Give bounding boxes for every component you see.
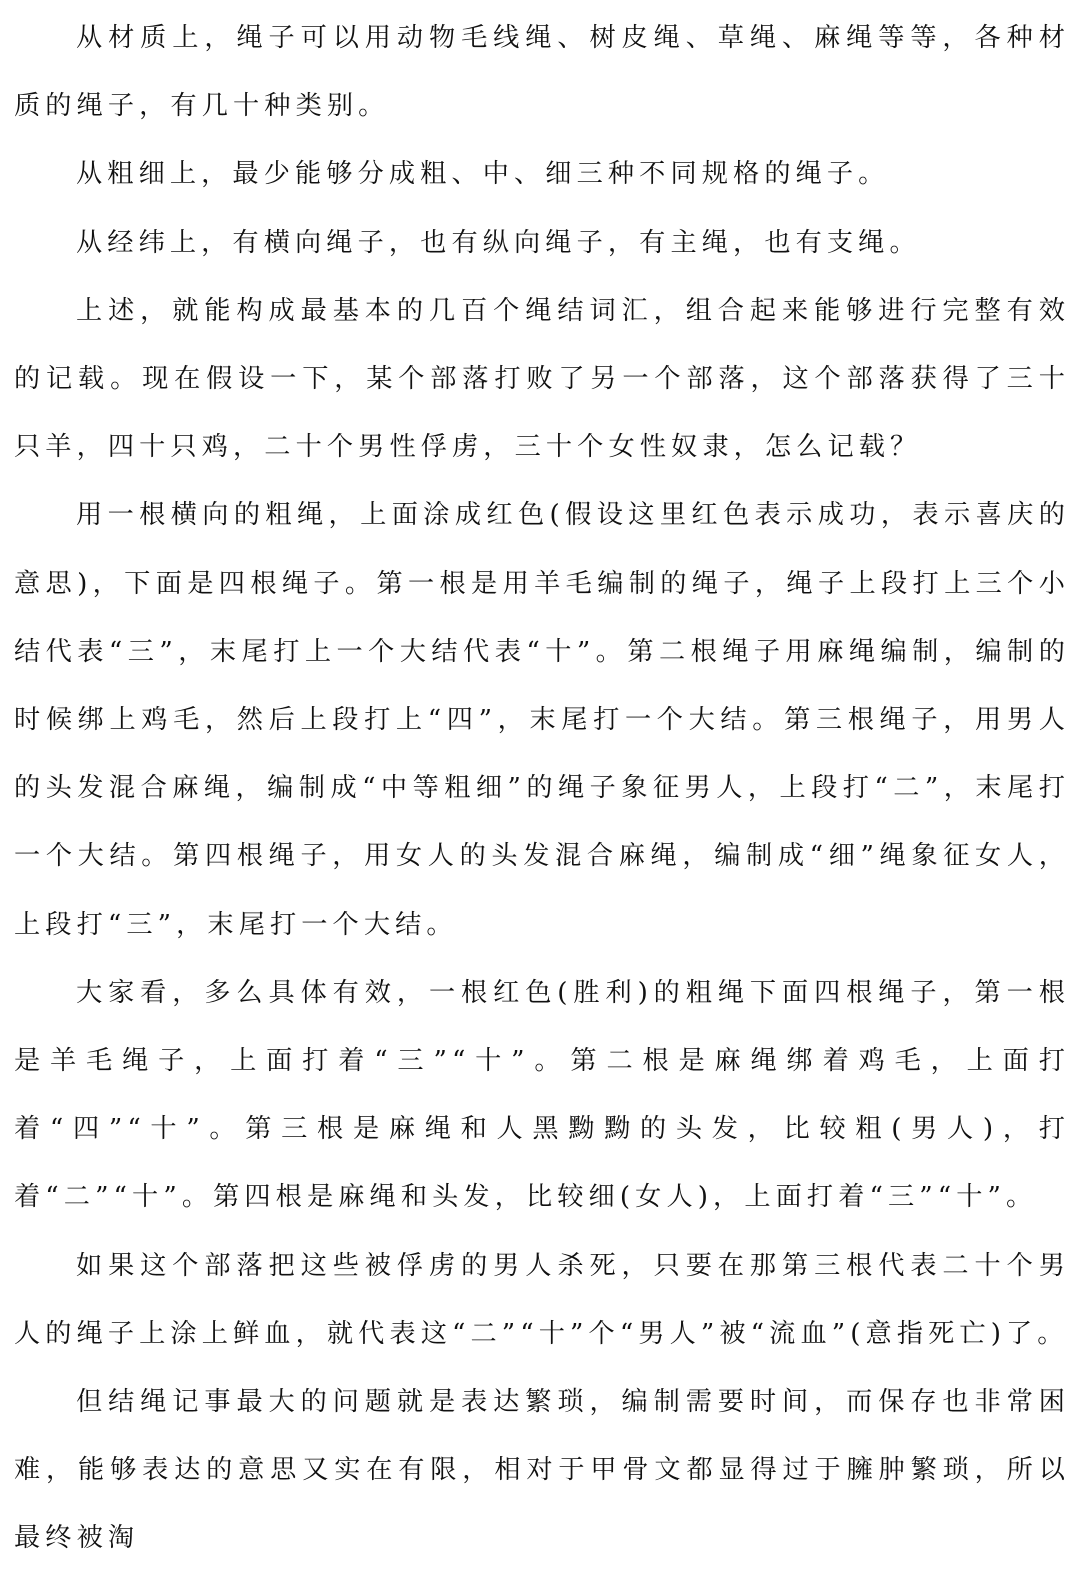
paragraph-bloodshed: 如果这个部落把这些被俘虏的男人杀死，只要在那第三根代表二十个男人的绳子上涂上鲜血，就代表这“二”“十”个“男人”被“流血”(意指死亡)了。 bbox=[14, 1250, 1070, 1349]
paragraph-red-rope-example: 用一根横向的粗绳，上面涂成红色(假设这里红色表示成功，表示喜庆的意思)，下面是四根绳子。第一根是用羊毛编制的绳子，绳子上段打上三个小结代表“三”，末尾打上一个大结代表“十”。第二根绳子用麻绳编制，编制的时候绑上鸡毛，然后上段打上“四”，末尾打一个大结。第三根绳子，用男人的头发混合麻绳，编制成“中等粗细”的绳子象征男人，上段打“二”，末尾打一个大结。第四根绳子，用女人的头发混合麻绳，编制成“细”绳象征女人，上段打“三”，末尾打一个大结。 bbox=[14, 500, 1070, 940]
paragraph-summary: 大家看，多么具体有效，一根红色(胜利)的粗绳下面四根绳子，第一根是羊毛绳子，上面打着“三”“十”。第二根是麻绳绑着鸡毛，上面打着“四”“十”。第三根是麻绳和人黑黝黝的头发，比较粗(男人)，打着“二”“十”。第四根是麻绳和头发，比较细(女人)，上面打着“三”“十”。 bbox=[14, 977, 1070, 1213]
paragraph-limitations: 但结绳记事最大的问题就是表达繁琐，编制需要时间，而保存也非常困难，能够表达的意思又实在有限，相对于甲骨文都显得过于臃肿繁琐，所以最终被淘 bbox=[14, 1387, 1070, 1554]
paragraph-warp-weft: 从经纬上，有横向绳子，也有纵向绳子，有主绳，也有支绳。 bbox=[76, 227, 921, 258]
document-page bbox=[14, 0, 1070, 1573]
paragraph-vocabulary: 上述，就能构成最基本的几百个绳结词汇，组合起来能够进行完整有效的记载。现在假设一下，某个部落打败了另一个部落，这个部落获得了三十只羊，四十只鸡，二十个男性俘虏，三十个女性奴隶，怎么记载？ bbox=[14, 295, 1070, 463]
paragraph-thickness: 从粗细上，最少能够分成粗、中、细三种不同规格的绳子。 bbox=[76, 159, 890, 190]
paragraph-material: 从材质上，绳子可以用动物毛线绳、树皮绳、草绳、麻绳等等，各种材质的绳子，有几十种类别。 bbox=[14, 23, 1070, 122]
